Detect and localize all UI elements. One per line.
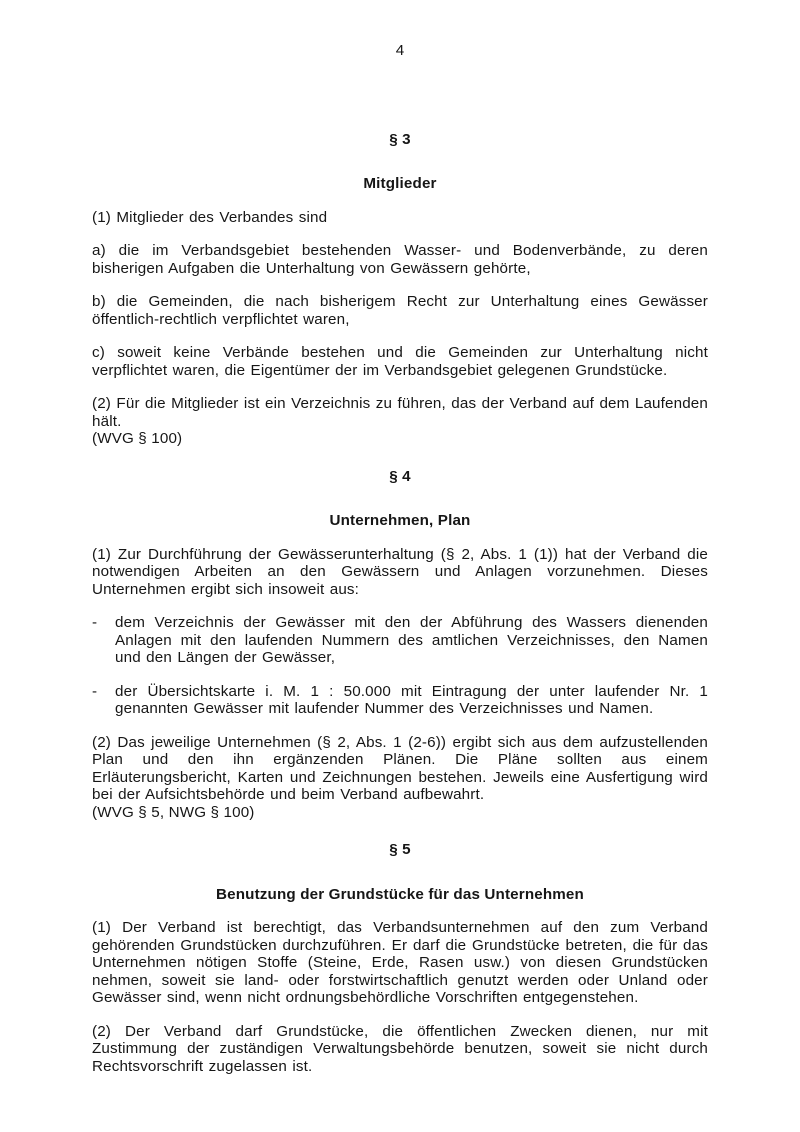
- section-3-statute-reference: (WVG § 100): [92, 430, 183, 447]
- section-3-heading: § 3: [389, 130, 411, 148]
- section-4-heading: § 4: [389, 467, 411, 485]
- section-3-intro-paragraph: (1) Mitglieder des Verbandes sind: [92, 208, 328, 226]
- section-4-dash-item-1: [92, 614, 708, 667]
- section-4-dash-item-1-text: dem Verzeichnis der Gewässer mit den der Abführung des Wassers dienenden Anlagen mit den laufenden Nummern des amtlichen Verzeichnisses, den Namen und den Längen der Gewässer,: [115, 614, 708, 666]
- section-4-paragraph-2: (2) Das jeweilige Unternehmen (§ 2, Abs. 1 (2-6)) ergibt sich aus dem aufzustellenden Plan und den ihn ergänzenden Plänen. Die Pläne sollten aus einem Erläuterungsbericht, Karten und Zeichnungen bestehen. Jeweils eine Ausfertigung wird bei der Aufsichtsbehörde und beim Verband aufbewahrt.: [92, 733, 708, 803]
- section-5-paragraph-2: (2) Der Verband darf Grundstücke, die öffentlichen Zwecken dienen, nur mit Zustimmung der zuständigen Verwaltungsbehörde benutzen, soweit sie nicht durch Rechtsvorschrift zugelassen ist.: [92, 1022, 708, 1075]
- section-4-statute-reference: (WVG § 5, NWG § 100): [92, 803, 255, 821]
- section-5: [92, 841, 708, 1075]
- section-3: [92, 131, 708, 448]
- section-4-title: Unternehmen, Plan: [329, 512, 471, 529]
- section-4-dash-item-2: [92, 683, 708, 718]
- section-5-heading: § 5: [389, 841, 411, 858]
- section-5-paragraph-1: (1) Der Verband ist berechtigt, das Verbandsunternehmen auf den zum Verband gehörenden Grundstücken durchzuführen. Er darf die Grundstücke betreten, die für das Unternehmen nötigen Stoffe (Steine, Erde, Rasen usw.) von diesen Grundstücken nehmen, soweit sie land- oder forstwirtschaftlich genutzt werden oder Unland oder Gewässer sind, wenn nicht ordnungsbehördliche Vorschriften entgegenstehen.: [92, 919, 708, 1006]
- dash-bullet: -: [92, 682, 98, 700]
- section-3-closing-block: [92, 395, 708, 448]
- section-4-paragraph-1: (1) Zur Durchführung der Gewässerunterhaltung (§ 2, Abs. 1 (1)) hat der Verband die notwendigen Arbeiten an den Gewässern und Anlagen vorzunehmen. Dieses Unternehmen ergibt sich insoweit aus:: [92, 545, 708, 598]
- section-3-title: Mitglieder: [363, 175, 437, 192]
- page-number: 4: [395, 42, 405, 59]
- section-5-title: Benutzung der Grundstücke für das Unternehmen: [216, 885, 584, 903]
- section-3-item-b: b) die Gemeinden, die nach bisherigem Recht zur Unterhaltung eines Gewässer öffentlich-rechtlich verpflichtet waren,: [92, 293, 708, 328]
- section-4: [92, 468, 708, 822]
- section-3-item-a: a) die im Verbandsgebiet bestehenden Wasser- und Bodenverbände, zu deren bisherigen Aufgaben die Unterhaltung von Gewässern gehörte,: [92, 242, 708, 277]
- section-3-closing-paragraph: (2) Für die Mitglieder ist ein Verzeichnis zu führen, das der Verband auf dem Laufenden hält.: [92, 395, 708, 430]
- section-4-dash-item-2-text: der Übersichtskarte i. M. 1 : 50.000 mit Eintragung der unter laufender Nr. 1 genannten Gewässer mit laufender Nummer des Verzeichnisses und Namen.: [115, 682, 708, 717]
- section-4-closing-block: [92, 734, 708, 822]
- dash-bullet: -: [92, 614, 98, 631]
- section-3-item-c: c) soweit keine Verbände bestehen und die Gemeinden zur Unterhaltung nicht verpflichtet waren, die Eigentümer der im Verbandsgebiet gelegenen Grundstücke.: [92, 344, 708, 379]
